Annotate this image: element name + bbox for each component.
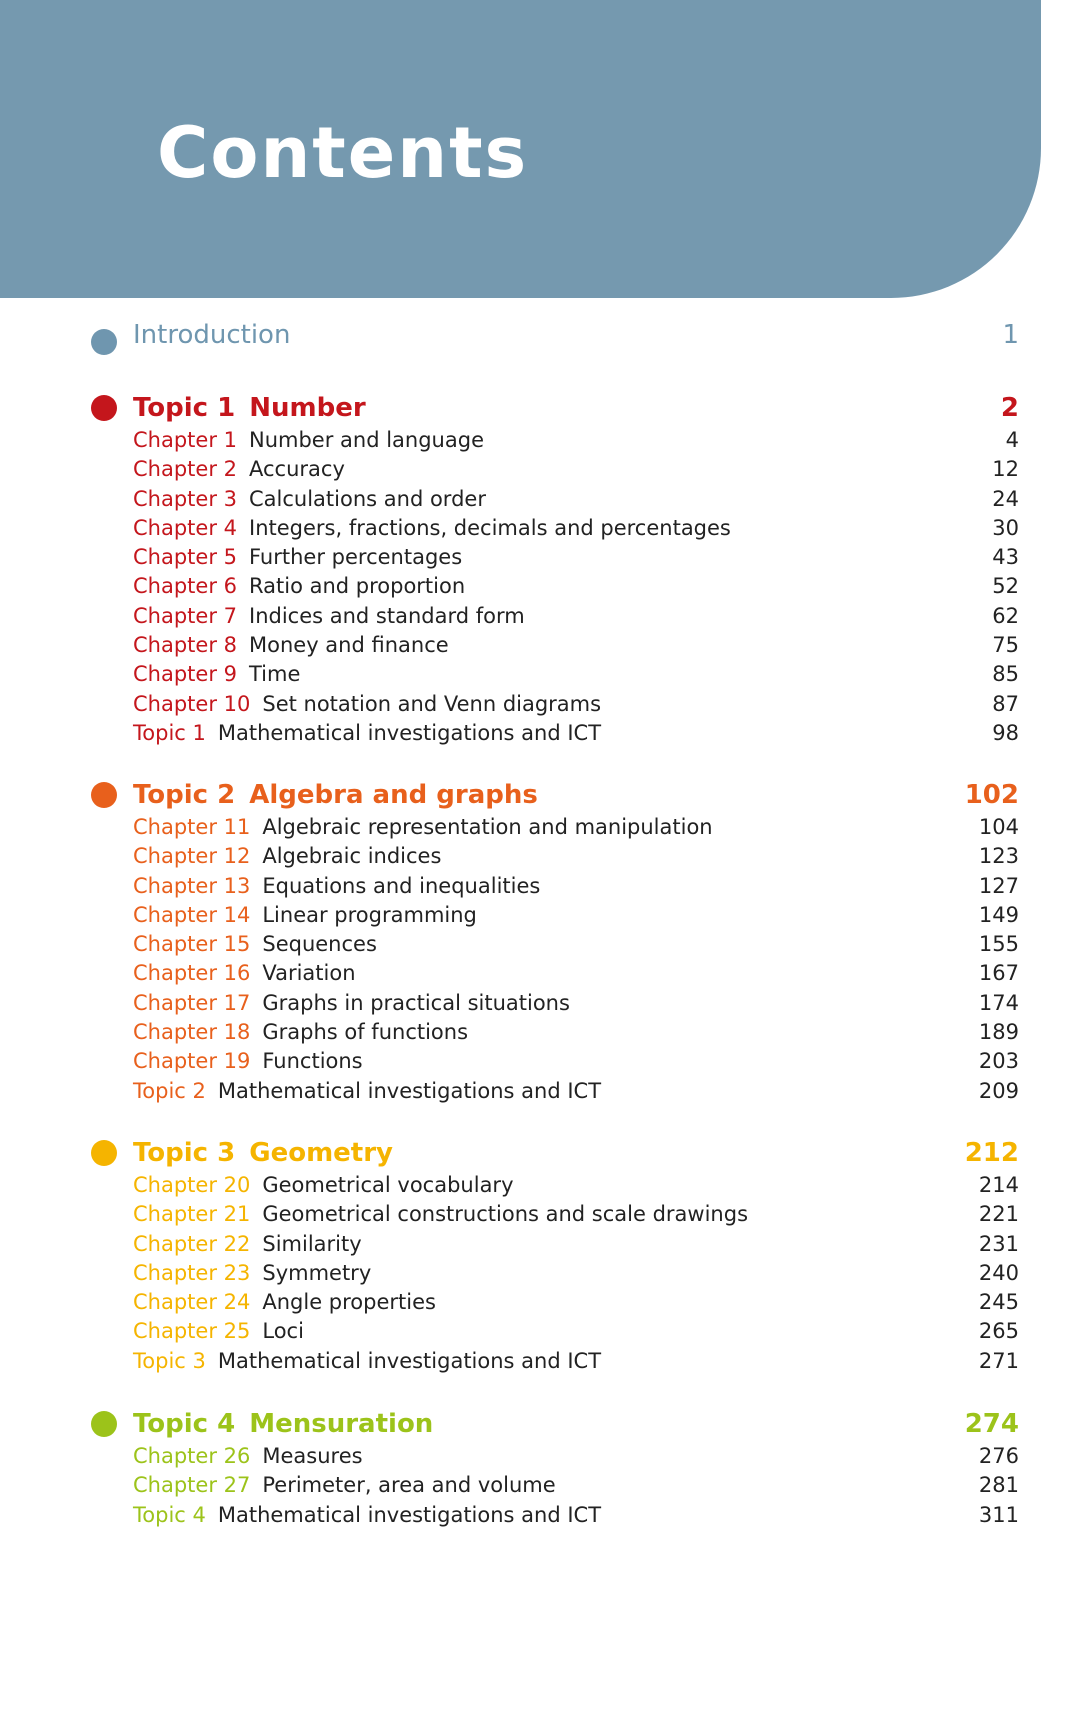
entry-page: 276 bbox=[978, 1444, 1019, 1468]
entry-title: Equations and inequalities bbox=[262, 873, 541, 898]
page-title: Contents bbox=[157, 112, 529, 194]
toc-entry[interactable] bbox=[133, 813, 1019, 842]
topic-4-section bbox=[133, 1406, 1019, 1530]
entry-label: Chapter 25 bbox=[133, 1319, 251, 1344]
entry-page: 245 bbox=[978, 1290, 1019, 1315]
entry-title: Linear programming bbox=[262, 902, 477, 927]
toc-entry[interactable] bbox=[133, 1047, 1019, 1076]
toc-entry[interactable] bbox=[133, 1317, 1019, 1346]
entry-label: Chapter 20 bbox=[133, 1173, 251, 1197]
entry-label: Chapter 8 bbox=[133, 633, 237, 658]
entry-page: 52 bbox=[992, 574, 1019, 599]
introduction-page: 1 bbox=[1002, 320, 1019, 350]
entry-label: Chapter 15 bbox=[133, 932, 251, 957]
entry-page: 240 bbox=[978, 1260, 1019, 1285]
toc-entry[interactable] bbox=[133, 631, 1019, 660]
entry-page: 209 bbox=[978, 1078, 1019, 1103]
entry-label: Topic 2 bbox=[133, 1078, 206, 1103]
entry-title: Loci bbox=[262, 1319, 304, 1344]
toc-entry[interactable] bbox=[133, 1501, 1019, 1530]
topic-1-bullet-icon bbox=[91, 395, 117, 421]
entry-title: Indices and standard form bbox=[249, 603, 525, 628]
entry-label: Chapter 22 bbox=[133, 1231, 251, 1256]
entry-page: 311 bbox=[978, 1502, 1019, 1527]
toc-entry[interactable] bbox=[133, 1442, 1019, 1471]
topic-3-section bbox=[133, 1135, 1019, 1376]
entry-label: Chapter 3 bbox=[133, 486, 237, 511]
introduction-label[interactable]: Introduction bbox=[133, 320, 291, 350]
entry-label: Chapter 26 bbox=[133, 1444, 251, 1468]
entry-title: Graphs of functions bbox=[262, 1020, 469, 1045]
entry-label: Chapter 6 bbox=[133, 574, 237, 599]
entry-title: Graphs in practical situations bbox=[262, 990, 570, 1015]
toc-entry[interactable] bbox=[133, 485, 1019, 514]
entry-label: Chapter 1 bbox=[133, 428, 237, 452]
toc-entry[interactable] bbox=[133, 1471, 1019, 1500]
toc-entry[interactable] bbox=[133, 959, 1019, 988]
entry-label: Chapter 23 bbox=[133, 1260, 251, 1285]
entry-title: Similarity bbox=[262, 1231, 362, 1256]
toc-entry[interactable] bbox=[133, 1288, 1019, 1317]
toc-entry[interactable] bbox=[133, 543, 1019, 572]
entry-page: 203 bbox=[978, 1049, 1019, 1074]
entry-page: 174 bbox=[978, 990, 1019, 1015]
entry-page: 167 bbox=[978, 961, 1019, 986]
entry-title: Mathematical investigations and ICT bbox=[217, 1502, 602, 1527]
entry-title: Perimeter, area and volume bbox=[262, 1473, 556, 1498]
entry-page: 189 bbox=[978, 1020, 1019, 1045]
entry-label: Topic 3 bbox=[133, 1348, 206, 1373]
toc-entry[interactable] bbox=[133, 1018, 1019, 1047]
topic-heading[interactable] bbox=[133, 390, 1019, 426]
toc-entry[interactable] bbox=[133, 660, 1019, 689]
entry-page: 265 bbox=[978, 1319, 1019, 1344]
entry-page: 214 bbox=[978, 1173, 1019, 1197]
entry-title: Money and finance bbox=[249, 633, 449, 658]
toc-entry[interactable] bbox=[133, 455, 1019, 484]
entry-title: Mathematical investigations and ICT bbox=[217, 1348, 602, 1373]
toc-entry[interactable] bbox=[133, 690, 1019, 719]
topic-name: Number bbox=[249, 393, 366, 423]
entry-title: Algebraic representation and manipulation bbox=[262, 815, 713, 839]
entry-label: Topic 1 bbox=[133, 720, 206, 745]
topic-number: Topic 4 bbox=[133, 1409, 236, 1439]
entry-title: Variation bbox=[262, 961, 356, 986]
entry-label: Chapter 12 bbox=[133, 844, 251, 869]
topic-page: 274 bbox=[964, 1409, 1019, 1439]
toc-entry[interactable] bbox=[133, 719, 1019, 748]
entry-label: Chapter 4 bbox=[133, 515, 237, 540]
entry-title: Integers, fractions, decimals and percentages bbox=[249, 515, 731, 540]
toc-entry[interactable] bbox=[133, 1200, 1019, 1229]
entry-label: Chapter 11 bbox=[133, 815, 251, 839]
entry-title: Number and language bbox=[249, 428, 484, 452]
topic-page: 212 bbox=[964, 1138, 1019, 1168]
topic-heading[interactable] bbox=[133, 1406, 1019, 1442]
entry-title: Set notation and Venn diagrams bbox=[262, 691, 602, 716]
toc-entry[interactable] bbox=[133, 1259, 1019, 1288]
entry-page: 24 bbox=[992, 486, 1019, 511]
header-banner bbox=[0, 0, 1041, 298]
entry-page: 231 bbox=[978, 1231, 1019, 1256]
entry-title: Measures bbox=[262, 1444, 363, 1468]
entry-title: Angle properties bbox=[262, 1290, 436, 1315]
entry-page: 43 bbox=[992, 545, 1019, 570]
entry-title: Mathematical investigations and ICT bbox=[217, 720, 602, 745]
topic-heading[interactable] bbox=[133, 777, 1019, 813]
entry-page: 281 bbox=[978, 1473, 1019, 1498]
entry-label: Chapter 14 bbox=[133, 902, 251, 927]
toc-entry[interactable] bbox=[133, 1077, 1019, 1106]
entry-page: 12 bbox=[992, 457, 1019, 482]
topic-3-bullet-icon bbox=[91, 1140, 117, 1166]
topic-2-section bbox=[133, 777, 1019, 1106]
entry-page: 4 bbox=[1005, 428, 1019, 452]
entry-label: Chapter 18 bbox=[133, 1020, 251, 1045]
topic-number: Topic 3 bbox=[133, 1138, 236, 1168]
toc-entry[interactable] bbox=[133, 602, 1019, 631]
toc-entry[interactable] bbox=[133, 514, 1019, 543]
entry-title: Mathematical investigations and ICT bbox=[217, 1078, 602, 1103]
entry-page: 149 bbox=[978, 902, 1019, 927]
toc-entry[interactable] bbox=[133, 426, 1019, 455]
entry-page: 98 bbox=[992, 720, 1019, 745]
entry-label: Chapter 16 bbox=[133, 961, 251, 986]
entry-label: Topic 4 bbox=[133, 1502, 206, 1527]
entry-page: 87 bbox=[992, 691, 1019, 716]
topic-page: 102 bbox=[964, 780, 1019, 810]
entry-title: Further percentages bbox=[249, 545, 463, 570]
entry-title: Time bbox=[249, 662, 301, 687]
entry-title: Symmetry bbox=[262, 1260, 372, 1285]
toc-entry[interactable] bbox=[133, 930, 1019, 959]
topic-page: 2 bbox=[1000, 393, 1019, 423]
entry-label: Chapter 2 bbox=[133, 457, 237, 482]
entry-page: 75 bbox=[992, 633, 1019, 658]
introduction-bullet-icon bbox=[91, 329, 117, 355]
entry-label: Chapter 13 bbox=[133, 873, 251, 898]
entry-page: 123 bbox=[978, 844, 1019, 869]
topic-name: Algebra and graphs bbox=[249, 780, 538, 810]
entry-page: 104 bbox=[978, 815, 1019, 839]
toc-entry[interactable] bbox=[133, 1347, 1019, 1376]
toc-entry[interactable] bbox=[133, 572, 1019, 601]
entry-page: 155 bbox=[978, 932, 1019, 957]
toc-entry[interactable] bbox=[133, 872, 1019, 901]
entry-title: Sequences bbox=[262, 932, 377, 957]
topic-number: Topic 1 bbox=[133, 393, 236, 423]
entry-label: Chapter 10 bbox=[133, 691, 251, 716]
toc-entry[interactable] bbox=[133, 901, 1019, 930]
entry-title: Accuracy bbox=[249, 457, 345, 482]
topic-name: Geometry bbox=[249, 1138, 393, 1168]
entry-title: Geometrical vocabulary bbox=[262, 1173, 514, 1197]
entry-label: Chapter 5 bbox=[133, 545, 237, 570]
entry-label: Chapter 19 bbox=[133, 1049, 251, 1074]
topic-4-bullet-icon bbox=[91, 1411, 117, 1437]
entry-label: Chapter 7 bbox=[133, 603, 237, 628]
entry-page: 30 bbox=[992, 515, 1019, 540]
toc-entry[interactable] bbox=[133, 989, 1019, 1018]
entry-title: Algebraic indices bbox=[262, 844, 442, 869]
entry-label: Chapter 24 bbox=[133, 1290, 251, 1315]
entry-page: 221 bbox=[978, 1202, 1019, 1227]
entry-label: Chapter 9 bbox=[133, 662, 237, 687]
entry-title: Calculations and order bbox=[249, 486, 486, 511]
toc-entry[interactable] bbox=[133, 1171, 1019, 1200]
topic-2-bullet-icon bbox=[91, 782, 117, 808]
entry-title: Geometrical constructions and scale drawings bbox=[262, 1202, 749, 1227]
toc-entry[interactable] bbox=[133, 1230, 1019, 1259]
entry-page: 62 bbox=[992, 603, 1019, 628]
entry-label: Chapter 27 bbox=[133, 1473, 251, 1498]
toc-entry[interactable] bbox=[133, 842, 1019, 871]
entry-title: Functions bbox=[262, 1049, 363, 1074]
topic-number: Topic 2 bbox=[133, 780, 236, 810]
entry-page: 85 bbox=[992, 662, 1019, 687]
entry-page: 127 bbox=[978, 873, 1019, 898]
topic-heading[interactable] bbox=[133, 1135, 1019, 1171]
entry-label: Chapter 17 bbox=[133, 990, 251, 1015]
entry-label: Chapter 21 bbox=[133, 1202, 251, 1227]
topic-name: Mensuration bbox=[249, 1409, 434, 1439]
topic-1-section bbox=[133, 390, 1019, 748]
entry-page: 271 bbox=[978, 1348, 1019, 1373]
entry-title: Ratio and proportion bbox=[249, 574, 466, 599]
